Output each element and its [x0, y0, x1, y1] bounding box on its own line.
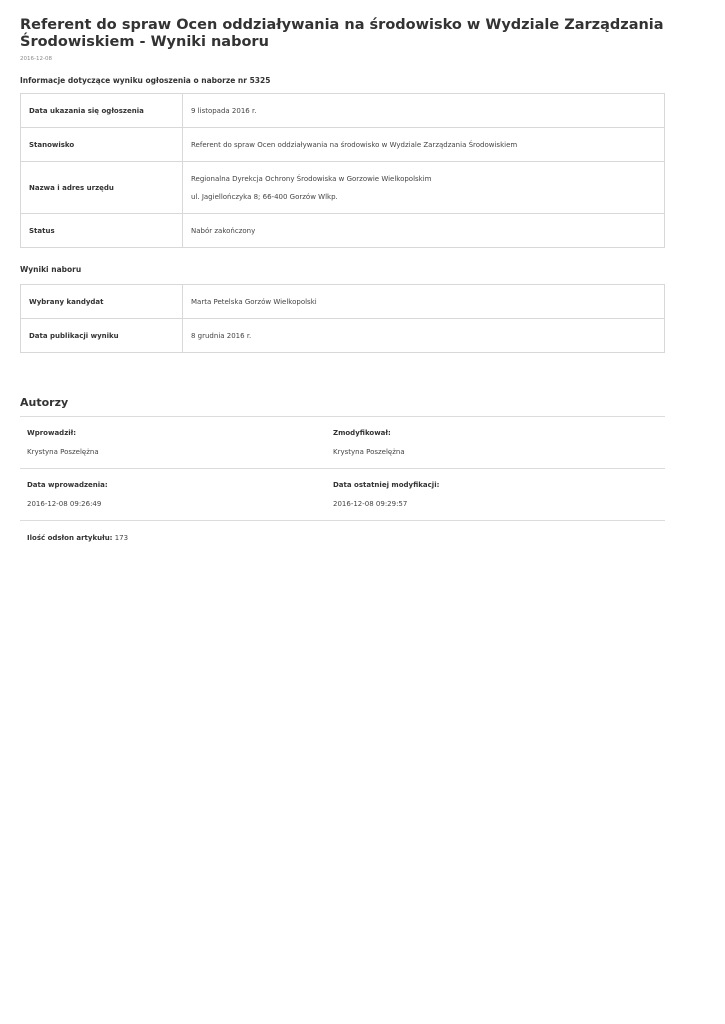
entered-by-label: Wprowadził: — [27, 429, 77, 437]
office-name: Regionalna Dyrekcja Ochrony Środowiska w Gorzowie Wielkopolskim — [191, 174, 432, 183]
authors-panel — [20, 416, 665, 543]
row-value: 9 listopada 2016 r. — [183, 94, 665, 128]
row-label: Data ukazania się ogłoszenia — [21, 94, 183, 128]
row-value: Marta Petelska Gorzów Wielkopolski — [183, 285, 665, 319]
entered-date — [20, 469, 326, 520]
office-address: ul. Jagiellończyka 8; 66-400 Gorzów Wlkp. — [191, 192, 338, 201]
view-count-label: Ilość odsłon artykułu: — [27, 534, 113, 542]
authors-row — [20, 469, 665, 521]
modified-by-label: Zmodyfikował: — [333, 429, 391, 437]
modified-by — [326, 417, 632, 468]
info-heading: Informacje dotyczące wyniku ogłoszenia o naborze nr 5325 — [20, 76, 271, 85]
modified-date — [326, 469, 632, 520]
row-value: Referent do spraw Ocen oddziaływania na środowisko w Wydziale Zarządzania Środowiskiem — [183, 128, 665, 162]
table-row — [21, 285, 665, 319]
modified-by-value: Krystyna Poszelężna — [333, 448, 405, 456]
entered-by-value: Krystyna Poszelężna — [27, 448, 99, 456]
view-count-value: 173 — [114, 534, 129, 542]
publication-date: 2016-12-08 — [20, 56, 52, 62]
table-row — [21, 319, 665, 353]
modified-date-value: 2016-12-08 09:29:57 — [333, 500, 408, 508]
row-value: 8 grudnia 2016 r. — [183, 319, 665, 353]
table-row — [21, 94, 665, 128]
row-label: Nazwa i adres urzędu — [21, 162, 183, 214]
view-count — [20, 533, 665, 543]
row-label: Stanowisko — [21, 128, 183, 162]
article — [20, 0, 665, 543]
row-label: Wybrany kandydat — [21, 285, 183, 319]
authors-title: Autorzy — [20, 396, 69, 409]
table-row — [21, 128, 665, 162]
table-row — [21, 214, 665, 248]
entered-date-label: Data wprowadzenia: — [27, 481, 108, 489]
row-value: Nabór zakończony — [183, 214, 665, 248]
modified-date-label: Data ostatniej modyfikacji: — [333, 481, 440, 489]
info-table — [20, 93, 665, 248]
page-title: Referent do spraw Ocen oddziaływania na środowisko w Wydziale Zarządzania Środowiskiem - Wyniki naboru — [20, 17, 664, 50]
row-value — [183, 162, 665, 214]
results-heading: Wyniki naboru — [20, 265, 82, 274]
entered-date-value: 2016-12-08 09:26:49 — [27, 500, 102, 508]
table-row — [21, 162, 665, 214]
authors-row — [20, 417, 665, 469]
results-table — [20, 284, 665, 353]
row-label: Data publikacji wyniku — [21, 319, 183, 353]
entered-by — [20, 417, 326, 468]
row-label: Status — [21, 214, 183, 248]
